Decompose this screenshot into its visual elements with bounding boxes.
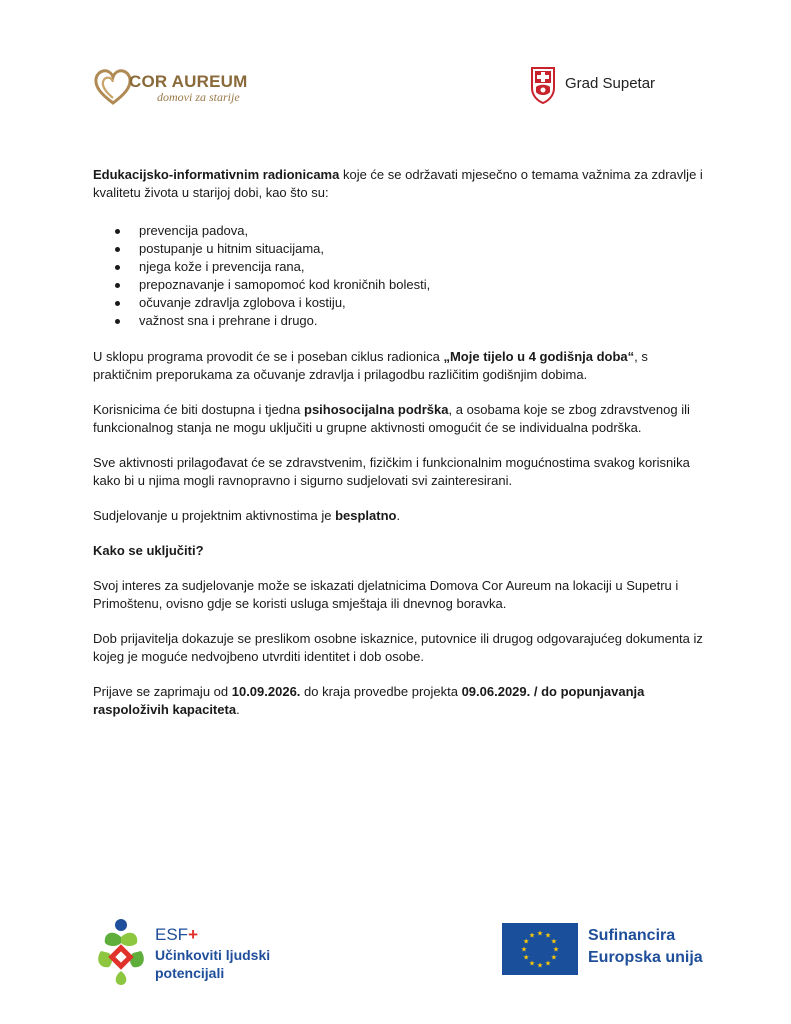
free-participation-paragraph (93, 507, 708, 525)
coat-of-arms-icon (530, 66, 556, 104)
list-item: očuvanje zdravlja zglobova i kostiju, (93, 294, 708, 312)
esf-title (155, 925, 198, 945)
eu-star-icon: ★ (550, 938, 557, 946)
p8-text-c: . (236, 702, 240, 717)
esf-line-1: Učinkoviti ljudski (155, 947, 271, 963)
grad-supetar-logo (530, 66, 670, 106)
p3-text-b: , a osobama koje se zbog zdravstvenog ili funkcionalnog stanja ne mogu uključiti u grupne aktivnosti omogućit će se individualna podrška. (93, 402, 690, 435)
section-heading (93, 542, 708, 560)
document-body (93, 166, 708, 736)
esf-logo (93, 917, 293, 997)
end-date: 09.06.2029. / do popunjavanja raspoloživih kapaciteta (93, 684, 645, 717)
eu-star-icon: ★ (523, 938, 530, 946)
p3-text-a: Korisnicima će biti dostupna i tjedna (93, 402, 305, 417)
eu-line-1: Sufinancira (588, 927, 676, 944)
list-item: njega kože i prevencija rana, (93, 258, 708, 276)
how-to-join-heading: Kako se uključiti? (93, 543, 204, 558)
eu-star-icon: ★ (520, 946, 528, 954)
application-dates-paragraph (93, 683, 708, 719)
p8-text-a: Prijave se zaprimaju od (93, 684, 232, 699)
eu-star-icon: ★ (523, 954, 530, 962)
esf-flower-icon (93, 917, 149, 987)
start-date: 10.09.2026. (231, 684, 301, 699)
eu-star-icon: ★ (550, 954, 557, 962)
eu-star-icon: ★ (528, 960, 536, 968)
eu-cofunded-logo (502, 923, 732, 983)
intro-text: koje će se održavati mjesečno o temama važnima za zdravlje i kvalitetu života u starijoj dobi, kao što su: (93, 167, 703, 200)
eu-star-icon: ★ (544, 932, 552, 940)
p5-text-b: . (396, 508, 401, 523)
list-item: važnost sna i prehrane i drugo. (93, 312, 708, 330)
intro-paragraph (93, 166, 708, 202)
p2-text-a: U sklopu programa provodit će se i poseban ciklus radionica (93, 349, 444, 364)
eu-star-icon: ★ (528, 932, 536, 940)
page-footer (0, 905, 791, 1015)
list-item: postupanje u hitnim situacijama, (93, 240, 708, 258)
support-paragraph (93, 401, 708, 437)
adaptation-paragraph: Sve aktivnosti prilagođavat će se zdravstvenim, fizičkim i funkcionalnim mogućnostima svakog korisnika kako bi u njima mogli ravnopravno i sigurno sudjelovati svi zainteresirani. (93, 455, 690, 488)
age-proof-paragraph: Dob prijavitelja dokazuje se preslikom osobne iskaznice, putovnice ili drugog odgovarajućeg dokumenta iz kojeg je moguće nedvojbeno utvrditi identitet i dob osobe. (93, 631, 703, 664)
cor-aureum-logo (93, 68, 263, 108)
topics-list (93, 222, 708, 330)
eu-star-icon: ★ (536, 930, 544, 938)
eu-flag-icon (502, 923, 578, 975)
grad-supetar-name: Grad Supetar (565, 75, 656, 92)
esf-line-2: potencijali (155, 965, 225, 981)
eu-star-icon: ★ (552, 946, 560, 954)
list-item: prepoznavanje i samopomoć kod kroničnih bolesti, (93, 276, 708, 294)
p5-bold: besplatno (335, 508, 397, 523)
eu-line-2: Europska unija (588, 949, 703, 966)
p8-text-b: do kraja provedbe projekta (300, 684, 462, 699)
heart-logo-icon (93, 68, 133, 106)
p2-bold: „Moje tijelo u 4 godišnja doba“ (443, 349, 635, 364)
p3-bold: psihosocijalna podrška (304, 402, 449, 417)
page-header (0, 0, 791, 120)
cor-aureum-name: COR AUREUM (129, 72, 248, 91)
workshop-cycle-paragraph (93, 348, 708, 384)
eu-star-icon: ★ (536, 962, 544, 970)
intro-bold: Edukacijsko-informativnim radionicama (93, 167, 340, 182)
p5-text-a: Sudjelovanje u projektnim aktivnostima je (93, 508, 336, 523)
interest-paragraph: Svoj interes za sudjelovanje može se iskazati djelatnicima Domova Cor Aureum na lokaciji u Supetru i Primoštenu, ovisno gdje se koristi usluga smještaja ili dnevnog boravka. (93, 578, 679, 611)
esf-title-text: ESF (155, 925, 189, 944)
list-item: prevencija padova, (93, 222, 708, 240)
p2-text-b: , s praktičnim preporukama za očuvanje zdravlja i prilagodbu različitim godišnjim dobima. (93, 349, 648, 382)
eu-star-icon: ★ (544, 960, 552, 968)
esf-plus: + (188, 925, 198, 944)
cor-aureum-subtitle: domovi za starije (157, 90, 240, 104)
